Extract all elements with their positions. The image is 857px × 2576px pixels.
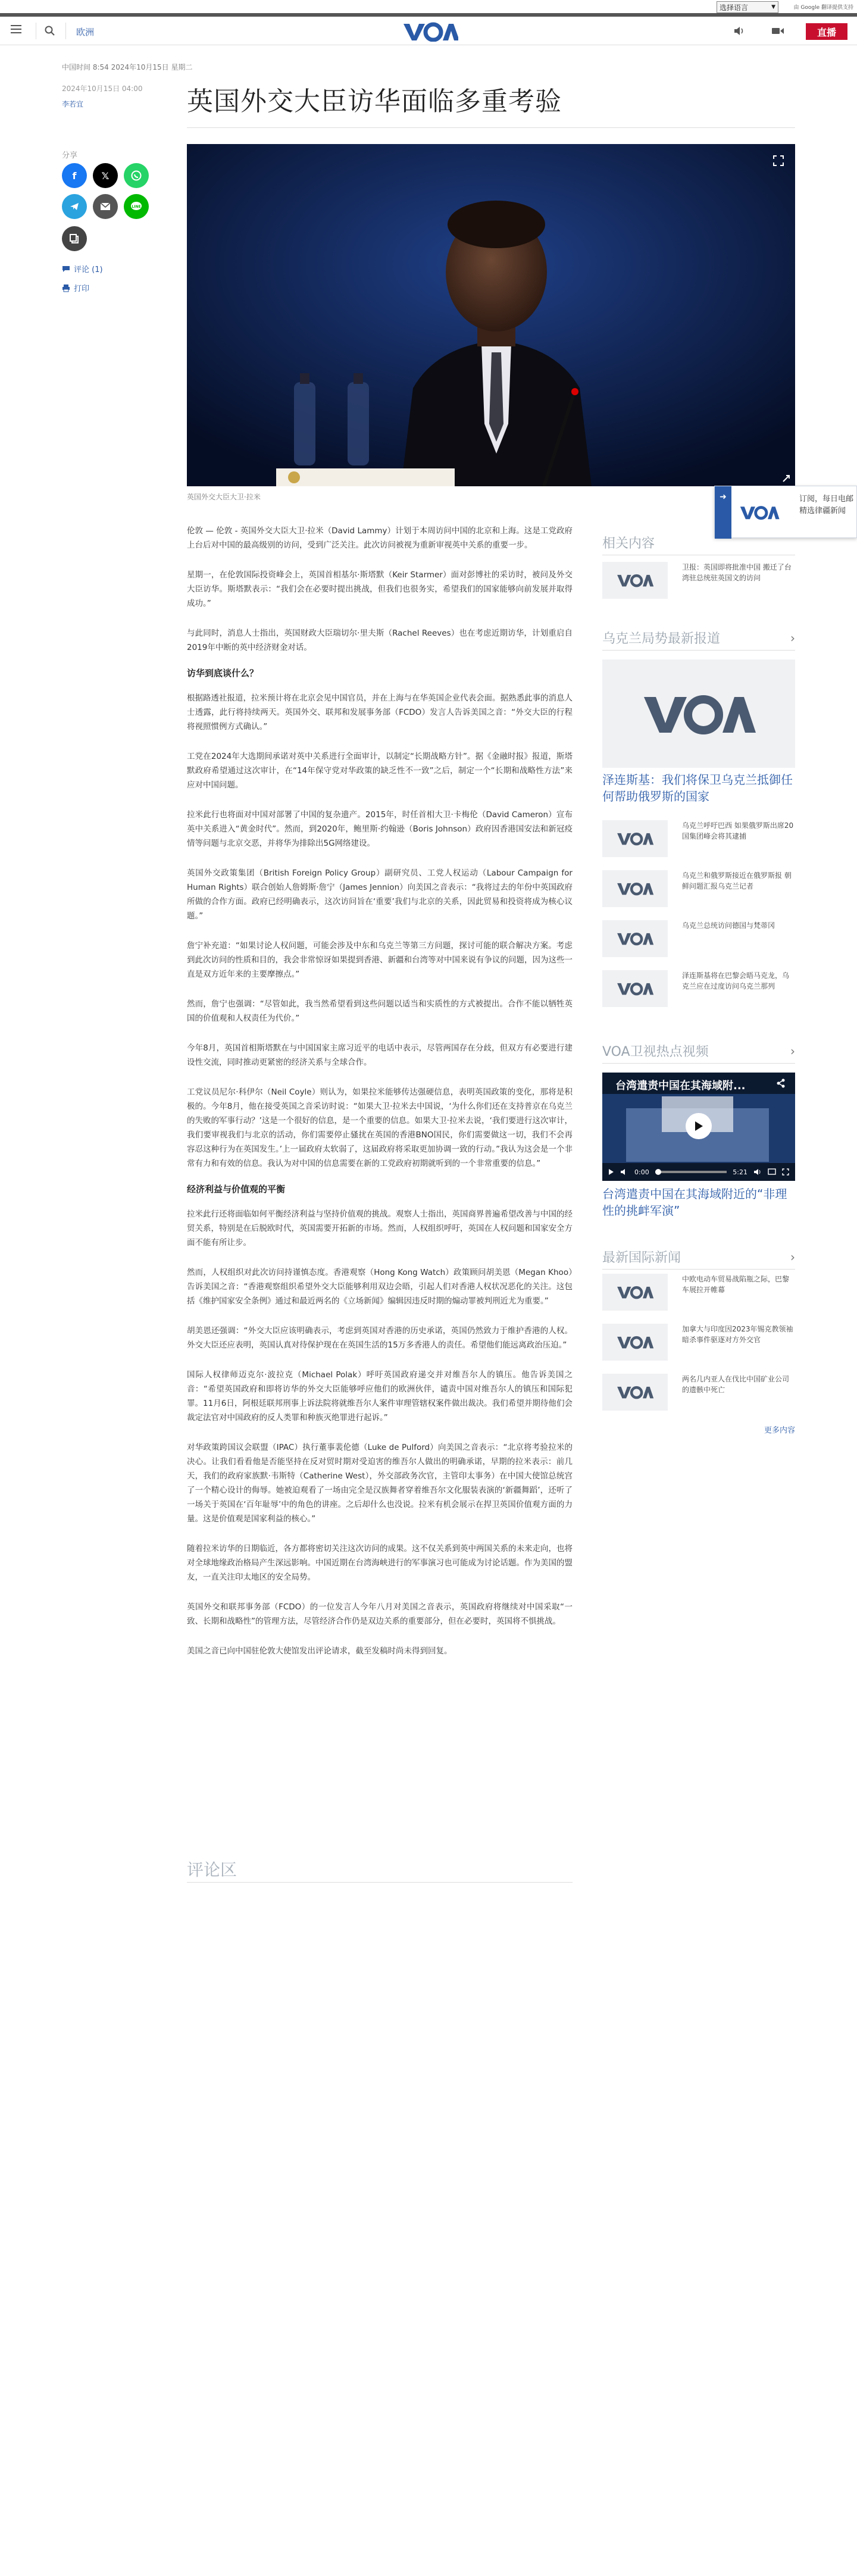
print-link-label: 打印 <box>74 285 90 293</box>
ukraine-heading[interactable] <box>602 629 795 647</box>
list-item[interactable] <box>602 820 795 863</box>
speaker-icon[interactable] <box>733 26 745 36</box>
divider <box>187 1882 573 1883</box>
facebook-share-button[interactable]: f <box>62 163 87 188</box>
article-paragraph: 然而，詹宁也强调：“尽管如此，我当然希望看到这些问题以适当和实质性的方式被提出。合作不能以牺牲英国的价值观和人权责任为代价。” <box>187 999 573 1023</box>
article-paragraph: 根据路透社报道，拉米预计将在北京会见中国官员，并在上海与在华英国企业代表会面。据熟悉此事的消息人士透露，此行将持续两天。英国外交、联邦和发展事务部（FCDO）发言人告诉美国之音：“外交大臣的行程将视照惯例方式确认。” <box>187 693 573 731</box>
subscribe-text: 订阅，每日电邮精选律疆新闻 <box>799 495 854 515</box>
telegram-icon <box>68 201 80 212</box>
voa-logo <box>602 820 668 857</box>
article-paragraph: 英国外交和联邦事务部（FCDO）的一位发言人今年八月对美国之音表示，英国政府将继续对中国采取“一致、长期和战略性”的管理方法，尽管经济合作仍是双边关系的重要部分，但在必要时，英国将不惧挑战。 <box>187 1602 573 1626</box>
voa-logo <box>602 1324 668 1361</box>
section-heading: 访华到底谈什么？ <box>187 668 259 679</box>
voa-logo <box>739 501 780 524</box>
divider <box>187 127 795 128</box>
article-paragraph: 工党在2024年大选期间承诺对英中关系进行全面审计，以制定“长期战略方针”。据《金融时报》报道，斯塔默政府希望通过这次审计，在“14年保守党对华政策的缺乏性不一致”之后，制定一个“长期和战略性方法”来应对中国问题。 <box>187 752 573 790</box>
video-player[interactable] <box>602 1073 795 1181</box>
article-paragraph: 胡美恩还强调：“外交大臣应该明确表示，考虑到英国对香港的历史承诺，英国仍然致力于维护香港的人权。外交大臣还应表明，英国认真对待保护现在在英国生活的15万多香港人的责任。希望他们能远离政治压迫。” <box>187 1326 573 1350</box>
list-item[interactable] <box>602 562 795 605</box>
ukraine-heading-label: 乌克兰局势最新报道 <box>602 632 721 646</box>
video-current-time: 0:00 <box>634 1168 649 1176</box>
list-item-title: 中欧电动车贸易战陷瓶之际，巴黎车展拉开帷幕 <box>682 1275 790 1294</box>
play-icon <box>694 1121 703 1131</box>
list-item[interactable] <box>602 1374 795 1417</box>
menu-icon[interactable] <box>11 25 21 33</box>
article-paragraph: 今年8月，英国首相斯塔默在与中国国家主席习近平的电话中表示，尽管两国存在分歧，但双方有必要进行建设性交流，同时推动更紧密的经济关系与全球合作。 <box>187 1043 573 1067</box>
share-label: 分享 <box>62 151 78 160</box>
share-icon[interactable] <box>776 1078 786 1088</box>
divider <box>602 1269 795 1270</box>
search-icon[interactable] <box>44 25 56 37</box>
chevron-right-icon: › <box>790 1249 795 1264</box>
divider <box>602 650 795 651</box>
arrow-right-icon[interactable]: ➜ <box>715 486 731 539</box>
x-share-button[interactable]: 𝕏 <box>93 163 118 188</box>
line-share-button[interactable] <box>124 194 149 219</box>
list-item-title: 乌克兰总统访问德国与梵蒂冈 <box>682 921 775 930</box>
chevron-right-icon: › <box>790 630 795 645</box>
lammy-photo <box>187 144 795 486</box>
video-camera-icon[interactable] <box>771 26 784 36</box>
comments-link-label: 评论 (1) <box>74 265 103 274</box>
article-paragraph: 然而，人权组织对此次访问持谨慎态度。香港观察（Hong Kong Watch）政策顾问胡美恩（Megan Khoo）告诉美国之音：“香港观察组织希望外交大臣能够利用双边会晤，引起人们对香港人权状况恶化的关注。这包括《维护国家安全条例》通过和最近两名的《立场新闻》编辑因违反时期的煽动罪被判刑近尤为重要。” <box>187 1268 573 1306</box>
list-item[interactable] <box>602 1274 795 1317</box>
language-select-label: 选择语言 <box>720 3 749 12</box>
email-share-button[interactable] <box>93 194 118 219</box>
whatsapp-share-button[interactable] <box>124 163 149 188</box>
list-item-title: 加拿大与印度因2023年锡克教领袖暗杀事件驱逐对方外交官 <box>682 1325 793 1344</box>
cast-icon[interactable] <box>768 1168 776 1176</box>
article-paragraph: 美国之音已向中国驻伦敦大使馆发出评论请求，截至发稿时尚未得到回复。 <box>187 1646 452 1656</box>
site-header <box>0 17 857 45</box>
list-item-title: 卫报：英国即将批准中国 搬迁了台湾驻总统驻英国文的访问 <box>682 563 792 582</box>
article-paragraph: 英国外交政策集团（British Foreign Policy Group）副研究员、工党人权运动（Labour Campaign for Human Rights）联合创始人詹姆斯·詹宁（James Jennion）向美国之音表示：“我将过去的年份中英国政府所做的合作方面。政府已经明确表示，这次访问旨在‘重要’我们与北京的关系，因此贸易和投资将成为核心议题。” <box>187 868 573 921</box>
list-item-title: 两名几内亚人在伐比中国矿业公司的遗骸中死亡 <box>682 1375 790 1394</box>
chevron-down-icon: ▼ <box>771 4 775 10</box>
list-item-title: 乌克兰和俄罗斯接近在俄罗斯报 朝鲜问题汇报乌克兰记者 <box>682 871 792 890</box>
voa-logo <box>602 970 668 1007</box>
feature-image[interactable] <box>602 659 795 768</box>
video-overlay-title: 台湾遣责中国在其海域附... <box>615 1080 746 1092</box>
comments-link[interactable] <box>62 263 103 274</box>
voa-logo <box>602 870 668 907</box>
list-item[interactable] <box>602 870 795 913</box>
more-link[interactable]: 更多内容 <box>764 1426 795 1435</box>
email-icon <box>99 202 111 211</box>
voa-logo <box>602 920 668 957</box>
line-icon <box>130 201 143 212</box>
video-title[interactable]: 台湾遣责中国在其海域附近的“非理性的挑衅军演” <box>602 1187 787 1218</box>
translate-powered-text: 由 Google 翻译提供支持 <box>793 5 853 11</box>
list-item-title: 乌克兰呼吁巴西 如果俄罗斯出席20国集团峰会将其逮捕 <box>682 821 794 840</box>
copy-link-button[interactable] <box>62 226 87 251</box>
voa-logo <box>602 1274 668 1311</box>
comment-icon <box>62 265 70 273</box>
play-button[interactable] <box>686 1113 712 1139</box>
article-paragraph: 拉米此行也将面对中国对部署了中国的复杂遗产。2015年，时任首相大卫·卡梅伦（David Cameron）宣布英中关系进入“黄金时代”。然而，到2020年，鲍里斯·约翰逊（Boris Johnson）政府因香港国安法和新冠疫情等问题与北京交恶，并将华为排除出5G网络建设。 <box>187 810 573 848</box>
related-heading-label: 相关内容 <box>602 536 655 551</box>
voa-logo <box>602 1374 668 1411</box>
intl-news-heading[interactable] <box>602 1248 795 1266</box>
article-paragraph: 国际人权律师迈克尔·波拉克（Michael Polak）呼吁英国政府递交并对维吾尔人的镇压。他告诉美国之音：“希望英国政府和即将访华的外交大臣能够呼应他们的欧洲伙伴，谴责中国对维吾尔人的镇压和国际犯罪。11月6日，阿根廷联邦刑事上诉法院将就维吾尔人案件审理管辖权案件做出裁决。我们希望并期待他们会裁定法官对中国政府的反人类罪和种族灭绝罪进行起诉。” <box>187 1370 573 1423</box>
list-item[interactable] <box>602 920 795 963</box>
volume-icon[interactable] <box>753 1168 762 1176</box>
article-paragraph: 詹宁补充道：“如果讨论人权问题，可能会涉及中东和乌克兰等第三方问题，探讨可能的联合解决方案。考虑到此次访问的性质和目的，我会非常惊讶如果提到香港、新疆和台湾等对中国来说有争议的问题，因为这些一直是双方近年来的主要摩擦点。” <box>187 941 573 979</box>
article-paragraph: 拉米此行还将面临如何平衡经济利益与坚持价值观的挑战。观察人士指出，英国商界普遍希望改善与中国的经贸关系，特别是在后脱欧时代，英国需要开拓新的市场。然而，人权组织呼吁，英国在人权问题和国家安全方面不能有所让步。 <box>187 1209 573 1248</box>
voa-logo <box>602 562 668 599</box>
article-body <box>187 524 573 1674</box>
translate-bar <box>0 0 857 17</box>
language-select[interactable] <box>717 1 778 13</box>
article-paragraph: 随着拉米访华的日期临近，各方都将密切关注这次访问的成果。这不仅关系到英中两国关系的未来走向，也将对全球地缘政治格局产生深远影响。中国近期在台湾海峡进行的军事演习也可能成为讨论话题。作为美国的盟友，一直关注印太地区的安全局势。 <box>187 1544 573 1582</box>
comments-heading: 评论区 <box>187 1860 237 1880</box>
hero-image <box>187 144 795 486</box>
telegram-share-button[interactable] <box>62 194 87 219</box>
fullscreen-icon[interactable] <box>772 155 784 167</box>
video-duration: 5:21 <box>733 1168 747 1176</box>
video-heading[interactable] <box>602 1042 795 1060</box>
updated-time: 中国时间 8:54 2024年10月15日 星期二 <box>62 63 193 71</box>
video-heading-label: VOA卫视热点视频 <box>602 1045 709 1059</box>
author-link[interactable]: 李若宜 <box>62 100 84 108</box>
article-paragraph: 星期一，在伦敦国际投资峰会上，英国首相基尔·斯塔默（Keir Starmer）面对彭博社的采访时，被问及外交大臣访华。斯塔默表示：“我们会在必要时提出挑战，但我们也很务实，希望我们的国家能够向前发展并取得成功。” <box>187 570 573 608</box>
page-title: 英国外交大臣访华面临多重考验 <box>187 86 562 117</box>
volume-icon[interactable] <box>620 1168 628 1176</box>
chevron-right-icon: › <box>790 1043 795 1058</box>
list-item[interactable] <box>602 1324 795 1367</box>
play-icon[interactable] <box>608 1168 614 1176</box>
newsletter-subscribe-widget[interactable] <box>714 486 857 538</box>
printer-icon <box>62 284 70 292</box>
article-paragraph: 与此同时，消息人士指出，英国财政大臣瑞切尔·里夫斯（Rachel Reeves）也在考虑近期访华，计划重启自2019年中断的英中经济财金对话。 <box>187 629 573 652</box>
publish-date: 2024年10月15日 04:00 <box>62 85 143 93</box>
article-paragraph: 工党议员尼尔·科伊尔（Neil Coyle）则认为，如果拉米能够传达强硬信息，表明英国政策的变化，那将是积极的。今年8月，他在接受英国之音采访时说：“如果大卫·拉米去中国说，‘为什么你们还在支持普京在乌克兰的失败的军事行动？’这是一个很好的信息，是一个重要的信息。如果大卫·拉米去说，‘我们要进行这次审计，我们要审视我们与北京的活动，你们需要停止骚扰在英国的香港BNO国民，你们需要做这一切，我们不会再容忍这种行为在英国发生。’上一届政府太软弱了，这届政府将采取更加协调一致的行动。”我认为这会是一个非常有力和有效的信息。我认为对中国的信息需要在新的工党政府初期就听到的一个非常重要的信息。” <box>187 1087 573 1168</box>
divider <box>602 1063 795 1064</box>
article-paragraph: 对华政策跨国议会联盟（IPAC）执行董事裴伦德（Luke de Pulford）向美国之音表示：“北京将考验拉米的决心。让我们看看他是否能坚持在反对贸时期对受迫害的维吾尔人做出的明确承诺，早期的拉米表示：前几天，我们的政府家族默·韦斯特（Catherine West），外交部政务次官，主管印太事务）在中国大使馆总统宫了一个精心设计的侮辱。她被迫观看了一场由完全是汉族舞者穿着维吾尔文化服装表演的‘新疆舞蹈’，还听了一场关于英国在‘百年耻辱’中的角色的讲座。之后却什么也没说。拉米有机会展示在捍卫英国价值观方面的力量。这是价值观是国家利益的核心。” <box>187 1443 573 1524</box>
copy-icon <box>69 233 80 244</box>
intl-heading-label: 最新国际新闻 <box>602 1251 681 1265</box>
whatsapp-icon <box>130 170 142 182</box>
video-controls <box>602 1163 795 1181</box>
article-paragraph: 伦敦 — 伦敦 - 英国外交大臣大卫·拉米（David Lammy）计划于本周访问中国的北京和上海。这是工党政府上台后对中国的最高级别的访问，受到广泛关注。此次访问被视为重新审视英中关系的重要一步。 <box>187 526 573 550</box>
feature-title[interactable]: 泽连斯基：我们将保卫乌克兰抵御任何帮助俄罗斯的国家 <box>602 773 793 804</box>
voa-logo <box>639 690 758 737</box>
section-heading: 经济利益与价值观的平衡 <box>187 1184 286 1195</box>
list-item[interactable] <box>602 970 795 1013</box>
list-item-title: 泽连斯基将在巴黎会晤马克龙，乌克兰应在过度访问乌克兰那列 <box>682 971 790 990</box>
expand-icon[interactable] <box>782 474 790 483</box>
fullscreen-icon[interactable] <box>782 1168 789 1176</box>
section-link[interactable]: 欧洲 <box>76 27 95 37</box>
video-progress-bar[interactable] <box>655 1171 727 1173</box>
print-link[interactable] <box>62 282 89 293</box>
translate-powered-by[interactable] <box>794 3 853 11</box>
image-caption: 英国外交大臣大卫·拉米 <box>187 493 261 501</box>
voa-logo[interactable] <box>399 21 458 42</box>
divider <box>65 23 66 39</box>
svg-text:LINE: LINE <box>132 205 141 209</box>
live-button[interactable]: 直播 <box>806 23 847 40</box>
related-content-heading <box>602 533 795 552</box>
